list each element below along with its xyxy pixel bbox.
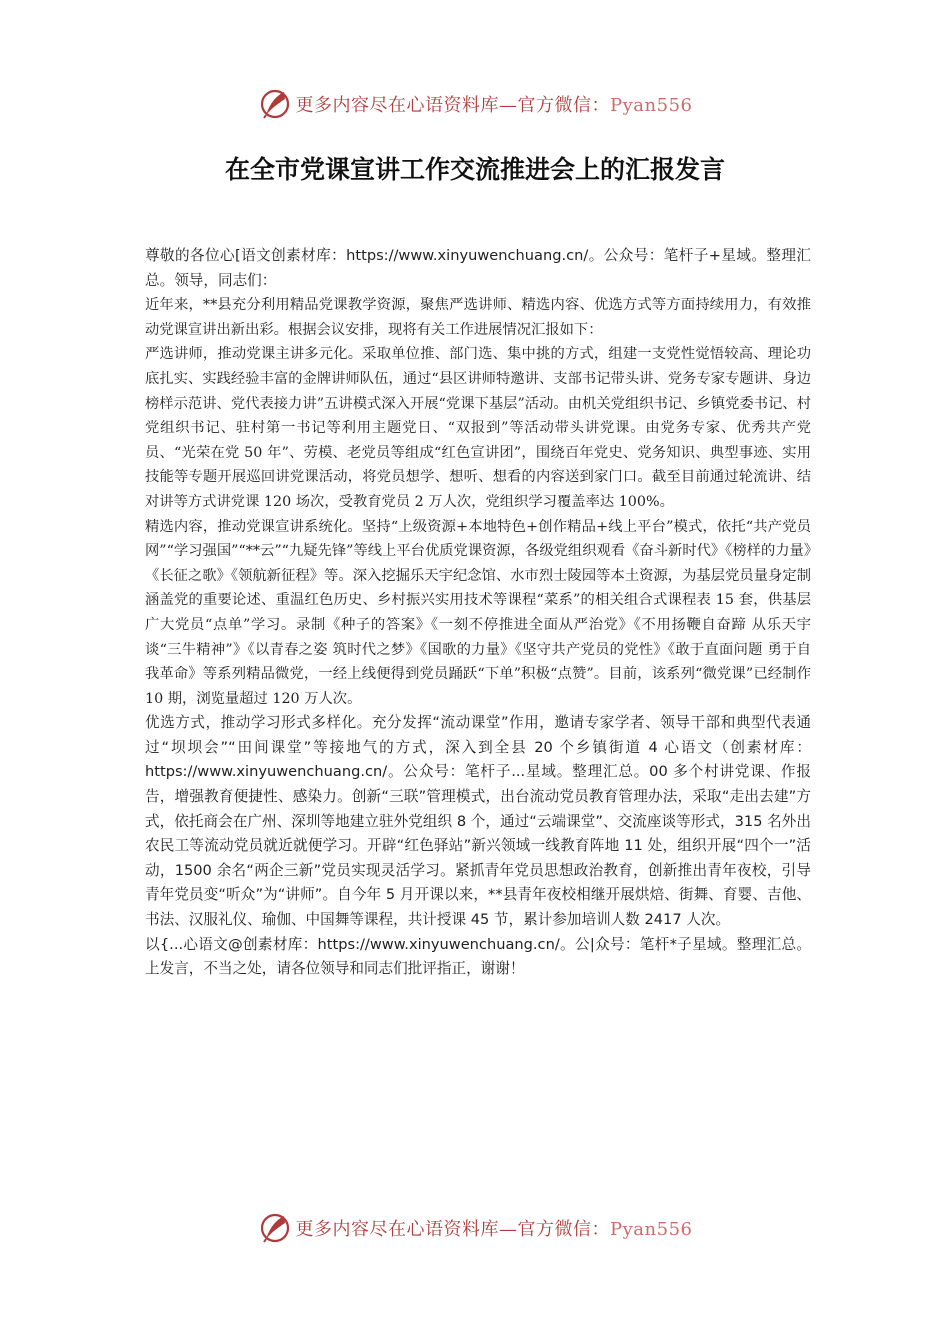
watermark-id: Pyan556 — [610, 1219, 693, 1240]
paragraph-intro: 近年来，**县充分利用精品党课教学资源，聚焦严选讲师、精选内容、优选方式等方面持续用力，有效推动党课宣讲出新出彩。根据会议安排，现将有关工作进展情况汇报如下： — [145, 297, 811, 338]
watermark-text: 更多内容尽在心语资料库—官方微信：Pyan556 — [295, 1219, 693, 1240]
watermark-id: Pyan556 — [610, 95, 693, 116]
paragraph-salutation: 尊敬的各位心[语文创素材库：https://www.xinyuwenchuang.cn/。公众号：笔杆子+星域。整理汇总。领导，同志们： — [145, 247, 811, 289]
paragraph-lecturers: 严选讲师，推动党课主讲多元化。采取单位推、部门选、集中挑的方式，组建一支党性觉悟较高、理论功底扎实、实践经验丰富的金牌讲师队伍，通过“县区讲师特邀讲、支部书记带头讲、党务专家专题讲、身边榜样示范讲、党代表接力讲”五讲模式深入开展“党课下基层”活动。由机关党组织书记、乡镇党委书记、村党组织书记、驻村第一书记等利用主题党日、“双报到”等活动带头讲党课。由党务专家、优秀共产党员、“光荣在党 50 年”、劳模、老党员等组成“红色宣讲团”，围绕百年党史、党务知识、典型事迹、实用技能等专题开展巡回讲党课活动，将党员想学、想听、想看的内容送到家门口。截至目前通过轮流讲、结对讲等方式讲党课 120 场次，受教育党员 2 万人次，党组织学习覆盖率达 100%。 — [145, 346, 811, 510]
watermark-banner-bottom — [0, 1208, 950, 1248]
document-title: 在全市党课宣讲工作交流推进会上的汇报发言 — [224, 155, 725, 184]
watermark-banner-top — [0, 84, 950, 124]
feather-logo-icon — [258, 87, 292, 121]
paragraph-content: 精选内容，推动党课宣讲系统化。坚持“上级资源+本地特色+创作精品+线上平台”模式，依托“共产党员网”“学习强国”“**云”“九疑先锋”等线上平台优质党课资源，各级党组织观看《奋斗新时代》《榜样的力量》《长征之歌》《领航新征程》等。深入挖掘乐天宇纪念馆、水市烈士陵园等本土资源，为基层党员量身定制涵盖党的重要论述、重温红色历史、乡村振兴实用技术等课程“菜系”的相关组合式课程表 15 套，供基层广大党员“点单”学习。录制《种子的答案》《一刻不停推进全面从严治党》《不用扬鞭自奋蹄 从乐天宇谈“三牛精神”》《以青春之姿 筑时代之梦》《国歌的力量》《坚守共产党员的党性》《敢于直面问题 勇于自我革命》等系列精品微党，一经上线便得到党员踊跃“下单”积极“点赞”。目前，该系列“微党课”已经制作 10 期，浏览量超过 120 万人次。 — [145, 518, 811, 707]
watermark-text: 更多内容尽在心语资料库—官方微信：Pyan556 — [295, 95, 693, 116]
feather-logo-icon — [258, 1211, 292, 1245]
paragraph-methods: 优选方式，推动学习形式多样化。充分发挥“流动课堂”作用，邀请专家学者、领导干部和典型代表通过“坝坝会”“田间课堂”等接地气的方式，深入到全县 20 个乡镇街道 4 心语文（创素材库：https://www.xinyuwenchuang.cn/。公众号：笔杆子...星域。整理汇总。00 多个村讲党课、作报告，增强教育便捷性、感染力。创新“三联”管理模式，出台流动党员教育管理办法，采取“走出去建”方式，依托商会在广州、深圳等地建立驻外党组织 8 个，通过“云端课堂”、交流座谈等形式，315 名外出农民工等流动党员就近就便学习。开辟“红色驿站”新兴领域一线教育阵地 11 处，组织开展“四个一”活动，1500 余名“两企三新”党员实现灵活学习。紧抓青年党员思想政治教育，创新推出青年夜校，引导青年党员变“听众”为“讲师”。自今年 5 月开课以来，**县青年夜校相继开展烘焙、街舞、育婴、吉他、书法、汉服礼仪、瑜伽、中国舞等课程，共计授课 45 节，累计参加培训人数 2417 人次。 — [145, 714, 812, 929]
document-body — [145, 244, 811, 982]
paragraph-closing: 以{...心语文@创素材库：https://www.xinyuwenchuang.cn/。公|众号：笔杆*子星域。整理汇总。上发言，不当之处，请各位领导和同志们批评指正，谢谢！ — [145, 935, 811, 978]
